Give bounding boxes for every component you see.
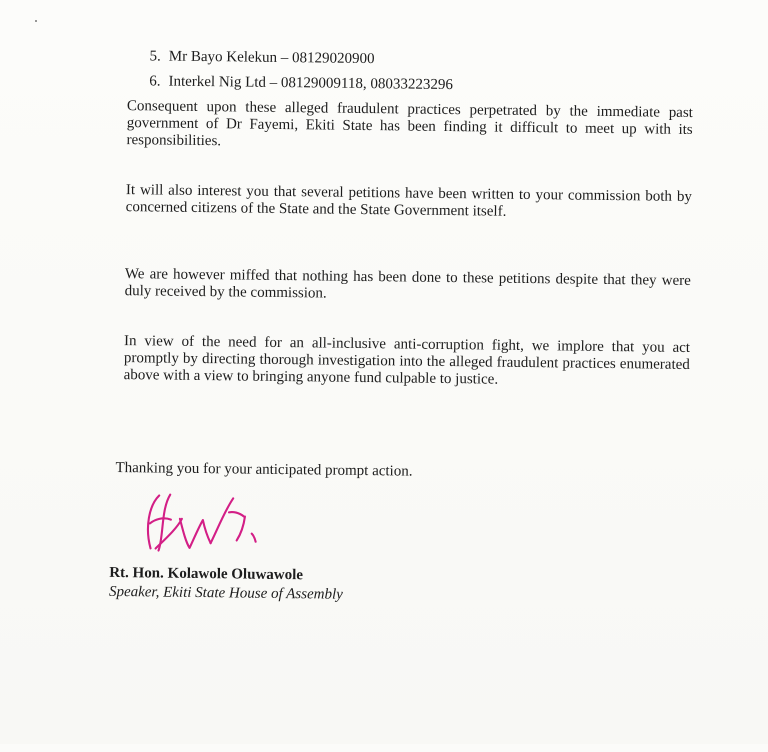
list-item <box>149 73 453 94</box>
list-item-number: 6. <box>149 73 161 90</box>
paragraph-consequence: Consequent upon these alleged fraudulent practices perpetrated by the immediate past government of Dr Fayemi, Ekiti State has been finding it difficult to meet up with its responsibilities. <box>126 98 694 150</box>
list-item-text: Mr Bayo Kelekun – 08129020900 <box>168 48 375 68</box>
list-item-text: Interkel Nig Ltd – 08129009118, 08033223296 <box>168 73 453 94</box>
signatory-name: Rt. Hon. Kolawole Oluwawole <box>109 564 304 584</box>
paragraph-miffed: We are however miffed that nothing has been done to these petitions despite that they were duly received by the commission. <box>124 266 691 302</box>
list-item <box>149 48 453 69</box>
handwritten-signature <box>140 487 266 561</box>
closing-line: Thanking you for your anticipated prompt action. <box>115 459 413 480</box>
list-item-number: 5. <box>149 48 161 65</box>
signatory-title: Speaker, Ekiti State House of Assembly <box>108 583 343 603</box>
numbered-list <box>149 48 453 102</box>
paragraph-petitions: It will also interest you that several petitions have been written to your commission both by concerned citizens of the State and the State Government itself. <box>125 182 692 220</box>
paragraph-request: In view of the need for an all-inclusive anti-corruption fight, we implore that you act promptly by directing thorough investigation into the alleged fraudulent practices enumerated above with a view to bringing anyone fund culpable to justice. <box>123 333 691 388</box>
